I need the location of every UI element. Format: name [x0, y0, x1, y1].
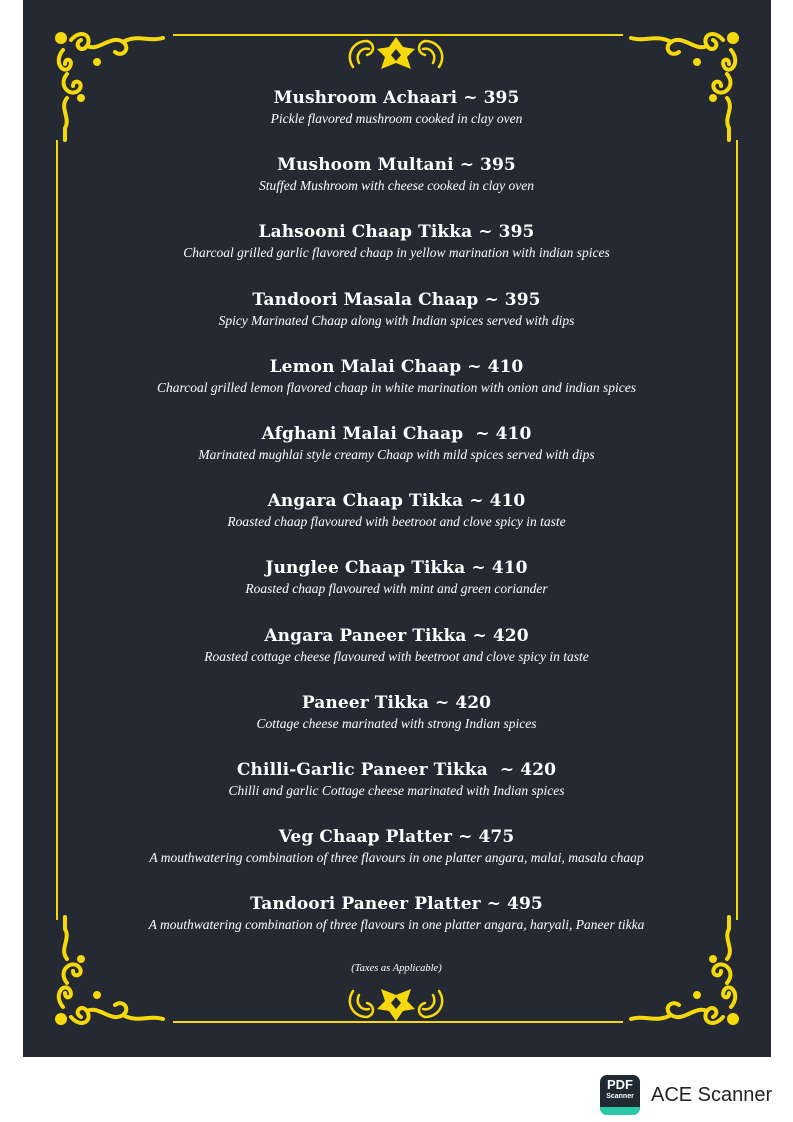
- menu-item: [0, 892, 793, 959]
- menu-item: [0, 624, 793, 691]
- watermark-label: ACE Scanner: [651, 1083, 773, 1106]
- menu-item-title: Angara Paneer Tikka ~ 420: [264, 625, 529, 646]
- menu-item: [0, 86, 793, 153]
- menu-item-title: Chilli-Garlic Paneer Tikka ~ 420: [236, 759, 557, 780]
- menu-item-title: Mushoom Multani ~ 395: [277, 155, 516, 176]
- menu-item: [0, 422, 793, 489]
- crest-ornament-bottom-icon: [341, 983, 451, 1025]
- menu-item: [0, 691, 793, 758]
- taxes-note: (Taxes as Applicable): [351, 963, 442, 974]
- menu-item-description: Stuffed Mushroom with cheese cooked in clay oven: [258, 178, 535, 194]
- menu-item-description: Roasted cottage cheese flavoured with beetroot and clove spicy in taste: [204, 648, 589, 664]
- menu-item-title: Tandoori Masala Chaap ~ 395: [252, 289, 541, 310]
- menu-item: [0, 556, 793, 623]
- crest-ornament-top-icon: [341, 33, 451, 75]
- menu-item-title: Angara Chaap Tikka ~ 410: [267, 491, 526, 512]
- menu-item-description: Charcoal grilled lemon flavored chaap in white marination with onion and indian spices: [157, 379, 636, 395]
- menu-item: [0, 489, 793, 556]
- logo-accent-bar: [600, 1107, 640, 1115]
- menu-item-description: Roasted chaap flavoured with mint and green coriander: [245, 581, 548, 597]
- menu-item-description: Spicy Marinated Chaap along with Indian spices served with dips: [218, 312, 575, 328]
- menu-item: [0, 153, 793, 220]
- menu-item-title: Tandoori Paneer Platter ~ 495: [250, 894, 543, 915]
- pdf-scanner-logo-icon: [600, 1075, 640, 1115]
- menu-list: [0, 86, 793, 959]
- menu-item-description: Marinated mughlai style creamy Chaap with mild spices served with dips: [198, 446, 595, 462]
- menu-item-title: Lemon Malai Chaap ~ 410: [269, 356, 524, 377]
- menu-item-description: Roasted chaap flavoured with beetroot and clove spicy in taste: [227, 514, 566, 530]
- menu-item: [0, 758, 793, 825]
- menu-item-description: Pickle flavored mushroom cooked in clay oven: [270, 111, 523, 126]
- menu-item: [0, 355, 793, 422]
- menu-item-title: Lahsooni Chaap Tikka ~ 395: [258, 222, 535, 243]
- logo-pdf-text: PDF: [607, 1077, 633, 1092]
- menu-item-description: A mouthwatering combination of three flavours in one platter angara, malai, masala chaap: [149, 850, 644, 866]
- menu-item: [0, 825, 793, 892]
- menu-item-title: Junglee Chaap Tikka ~ 410: [265, 558, 528, 579]
- menu-item-title: Paneer Tikka ~ 420: [301, 692, 492, 713]
- menu-item-title: Afghani Malai Chaap ~ 410: [261, 423, 532, 444]
- menu-item-description: A mouthwatering combination of three flavours in one platter angara, haryali, Paneer tikka: [148, 917, 645, 933]
- menu-item-description: Cottage cheese marinated with strong Indian spices: [256, 715, 537, 731]
- menu-item: [0, 220, 793, 287]
- menu-item-description: Charcoal grilled garlic flavored chaap in yellow marination with indian spices: [183, 245, 610, 261]
- menu-item-description: Chilli and garlic Cottage cheese marinated with Indian spices: [228, 782, 565, 798]
- logo-scanner-text: Scanner: [606, 1093, 634, 1100]
- menu-item-title: Mushroom Achaari ~ 395: [273, 88, 520, 108]
- scanner-watermark: [600, 1075, 772, 1115]
- menu-item: [0, 288, 793, 355]
- menu-item-title: Veg Chaap Platter ~ 475: [278, 827, 515, 848]
